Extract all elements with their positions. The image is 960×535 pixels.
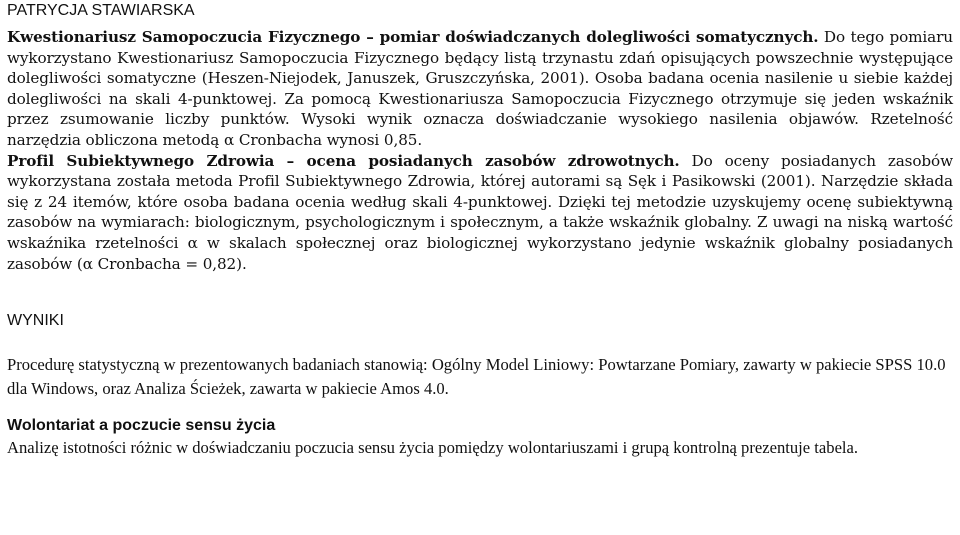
- paragraph-health-profile: [7, 151, 953, 275]
- document-page: [7, 0, 953, 460]
- paragraph-procedure: Procedurę statystyczną w prezentowanych badaniach stanowią: Ogólny Model Liniowy: Powtarzane Pomiary, zawarty w pakiecie SPSS 10.0 dla Windows, oraz Analiza Ścieżek, zawarta w pakiecie Amos 4.0.: [7, 355, 946, 398]
- subsection-heading-volunteering: Wolontariat a poczucie sensu życia: [7, 417, 276, 435]
- paragraph-volunteering: Analizę istotności różnic w doświadczaniu poczucia sensu życia pomiędzy wolontariuszami i grupą kontrolną prezentuje tabela.: [7, 438, 859, 458]
- paragraph-title-physical-wellbeing: Kwestionariusz Samopoczucia Fizycznego – pomiar doświadczanych dolegliwości somatycznych.: [7, 28, 819, 46]
- paragraph-physical-wellbeing: [7, 27, 953, 151]
- section-heading-results: WYNIKI: [7, 312, 64, 330]
- paragraph-title-health-profile: Profil Subiektywnego Zdrowia – ocena posiadanych zasobów zdrowotnych.: [7, 151, 680, 170]
- paragraph-text-physical-wellbeing: Do tego pomiaru wykorzystano Kwestionariusz Samopoczucia Fizycznego będący listą trzynastu zdań opisujących powszechnie występujące dolegliwości somatyczne (Heszen-Niejodek, Januszek, Gruszczyńska, 2001). Osoba badana ocenia nasilenie u siebie każdej dolegliwości na skali 4-punktowej. Za pomocą Kwestionariusza Samopoczucia Fizycznego otrzymuje się jeden wskaźnik przez zsumowanie liczby punktów. Wysoki wynik oznacza doświadczanie wysokiego nasilenia objawów. Rzetelność narzędzia obliczona metodą α Cronbacha wynosi 0,85.: [7, 28, 953, 149]
- paragraph-text-health-profile: Do oceny posiadanych zasobów wykorzystana została metoda Profil Subiektywnego Zdrowia, której autorami są Sęk i Pasikowski (2001). Narzędzie składa się z 24 itemów, które osoba badana ocenia według skali 4-punktowej. Dzięki tej metodzie uzyskujemy ocenę subiektywną zasobów na wymiarach: biologicznym, psychologicznym i społecznym, a także wskaźnik globalny. Z uwagi na niską wartość wskaźnika rzetelności α w skalach społecznej oraz biologicznej wykorzystano jedynie wskaźnik globalny posiadanych zasobów (α Cronbacha = 0,82).: [7, 151, 953, 273]
- running-header-author: PATRYCJA STAWIARSKA: [7, 2, 195, 19]
